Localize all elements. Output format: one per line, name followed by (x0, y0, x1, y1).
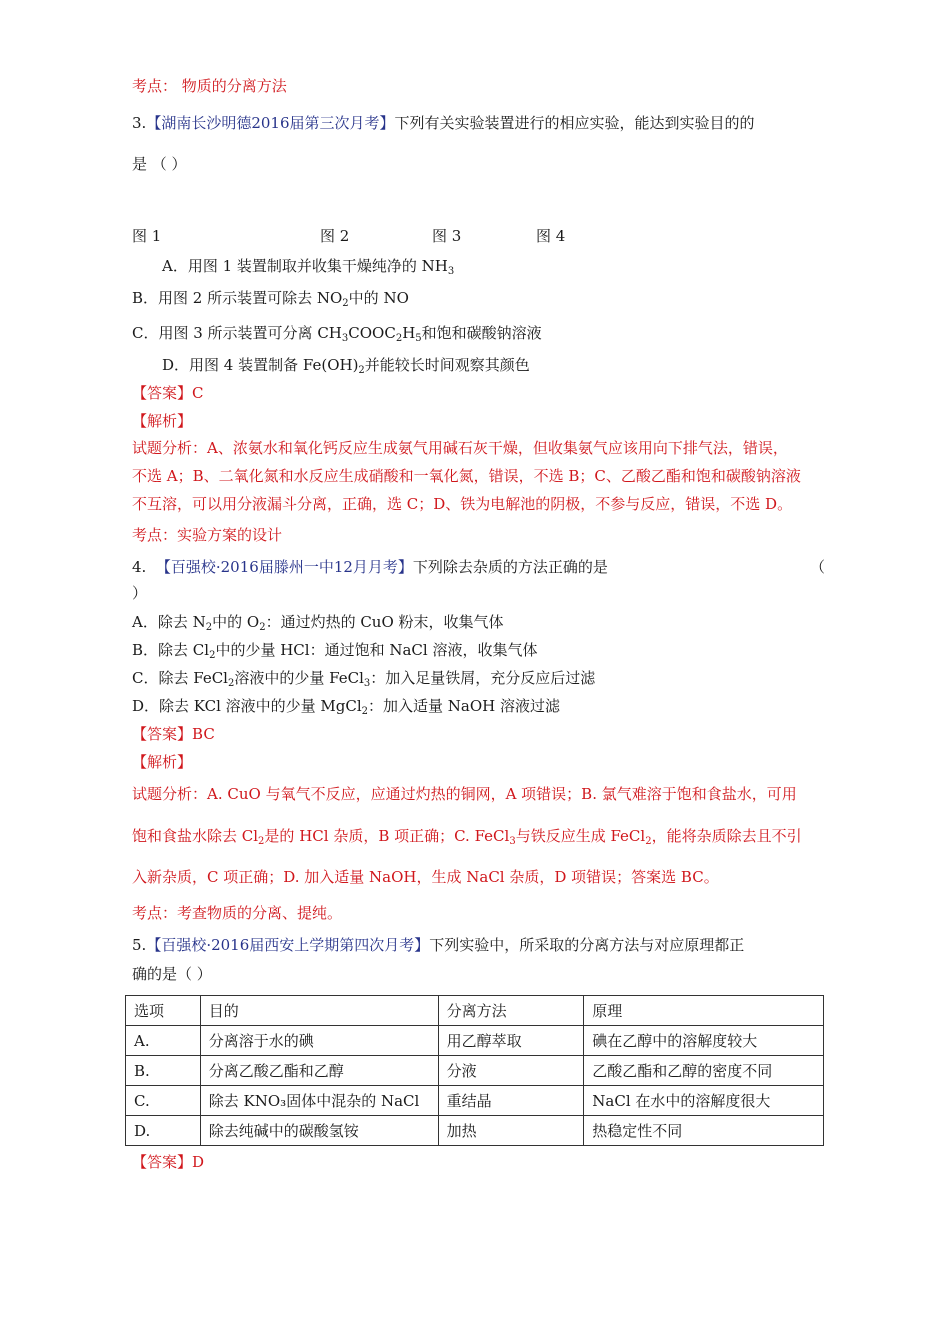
q3-analysis-line-3: 不互溶，可以用分液漏斗分离，正确，选 C；D、铁为电解池的阴极，不参与反应，错误，不选 D。 (132, 495, 793, 513)
separation-methods-table (125, 995, 824, 1146)
question-4-source: 【百强校·2016届滕州一中12月月考】 (155, 558, 413, 576)
question-3-line-1 (132, 113, 755, 133)
table-cell: 分离溶于水的碘 (200, 1026, 438, 1056)
question-5-line-1: 5.【百强校·2016届西安上学期第四次月考】下列实验中，所采取的分离方法与对应原理都正 (132, 936, 745, 954)
q4-analysis-line-3: 入新杂质，C 项正确；D. 加入适量 NaOH，生成 NaCl 杂质，D 项错误；答案选 BC。 (132, 868, 719, 886)
table-header-row (126, 996, 824, 1026)
q3-option-d: D．用图 4 装置制备 $Fe(OH)_2$并能较长时间观察其颜色 (162, 356, 530, 376)
q3-analysis-label: 【解析】 (132, 412, 193, 430)
q3-analysis-line-1: 试题分析：A、浓氨水和氧化钙反应生成氨气用碱石灰干燥，但收集氨气应该用向下排气法，错误， (132, 439, 788, 457)
table-cell: 用乙醇萃取 (438, 1026, 584, 1056)
table-cell: 除去纯碱中的碳酸氢铵 (200, 1116, 438, 1146)
table-cell: NaCl 在水中的溶解度很大 (584, 1086, 824, 1116)
question-3-source: 【湖南长沙明德2016届第三次月考】 (146, 114, 395, 132)
figure-3-label: 图 3 (432, 227, 462, 245)
table-cell: C. (126, 1086, 201, 1116)
q4-analysis-label: 【解析】 (132, 753, 193, 771)
table-cell: B. (126, 1056, 201, 1086)
question-5-source: 【百强校·2016届西安上学期第四次月考】 (146, 936, 430, 954)
table-row (126, 1086, 824, 1116)
q3-analysis-line-2: 不选 A；B、二氧化氮和水反应生成硝酸和一氧化氮，错误，不选 B；C、乙酸乙酯和饱和碳酸钠溶液 (132, 467, 801, 485)
q4-analysis-line-2: 饱和食盐水除去 $Cl_2$是的 HCl 杂质，B 项正确；C. FeCl$_3$与铁反应生成 FeCl$_2$，能将杂质除去且不引 (132, 827, 802, 847)
table-cell: 加热 (438, 1116, 584, 1146)
kaodian-1: 考点： 物质的分离方法 (132, 77, 287, 95)
table-cell: 乙酸乙酯和乙醇的密度不同 (584, 1056, 824, 1086)
table-header-cell: 原理 (584, 996, 824, 1026)
table-cell: A. (126, 1026, 201, 1056)
table-header-cell: 选项 (126, 996, 201, 1026)
q3-answer: 【答案】C (132, 384, 204, 402)
q4-analysis-line-1: 试题分析：A. CuO 与氧气不反应，应通过灼热的铜网，A 项错误；B. 氯气难溶于饱和食盐水，可用 (132, 785, 797, 803)
q3-option-a: A．用图 1 装置制取并收集干燥纯净的 $NH_3$ (162, 257, 455, 277)
q4-option-b: B．除去 $Cl_2$中的少量 HCl：通过饱和 NaCl 溶液，收集气体 (132, 641, 538, 661)
q4-answer: 【答案】BC (132, 725, 215, 743)
q5-answer: 【答案】D (132, 1153, 205, 1171)
table-cell: D. (126, 1116, 201, 1146)
question-4-line-1: 4. 【百强校·2016届滕州一中12月月考】下列除去杂质的方法正确的是 (132, 558, 608, 576)
q3-kaodian: 考点：实验方案的设计 (132, 526, 283, 544)
figure-4-label: 图 4 (536, 227, 566, 245)
question-4-paren-open: （ (810, 558, 826, 576)
table-header-cell: 分离方法 (438, 996, 584, 1026)
q4-option-a: A．除去 $N_2$中的 $O_2$：通过灼热的 CuO 粉末，收集气体 (132, 613, 504, 633)
q3-option-b: B．用图 2 所示装置可除去 $NO_2$中的 NO (132, 289, 409, 309)
q4-kaodian: 考点：考查物质的分离、提纯。 (132, 904, 343, 922)
question-3-number: 3. (132, 114, 147, 132)
table-row (126, 1026, 824, 1056)
table-header-cell: 目的 (200, 996, 438, 1026)
figure-2-label: 图 2 (320, 227, 350, 245)
question-3-stem: 下列有关实验装置进行的相应实验，能达到实验目的的 (394, 114, 755, 132)
table-cell: 热稳定性不同 (584, 1116, 824, 1146)
q4-option-d: D．除去 KCl 溶液中的少量 MgCl$_2$：加入适量 NaOH 溶液过滤 (132, 697, 561, 717)
question-4-paren-close: ） (132, 584, 148, 602)
table-row (126, 1056, 824, 1086)
question-5-line-2: 确的是（ ） (132, 965, 212, 983)
q3-option-c: C．用图 3 所示装置可分离 $CH_3COOC_2H_5$和饱和碳酸钠溶液 (132, 324, 542, 344)
table-cell: 分液 (438, 1056, 584, 1086)
figure-1-label: 图 1 (132, 227, 162, 245)
table-cell: 分离乙酸乙酯和乙醇 (200, 1056, 438, 1086)
q4-option-c: C．除去 FeCl$_2$溶液中的少量 FeCl$_3$：加入足量铁屑，充分反应后过滤 (132, 669, 596, 689)
table-cell: 除去 KNO₃固体中混杂的 NaCl (200, 1086, 438, 1116)
table-row (126, 1116, 824, 1146)
table-cell: 碘在乙醇中的溶解度较大 (584, 1026, 824, 1056)
question-3-line-2: 是 （ ） (132, 155, 187, 173)
table-cell: 重结晶 (438, 1086, 584, 1116)
